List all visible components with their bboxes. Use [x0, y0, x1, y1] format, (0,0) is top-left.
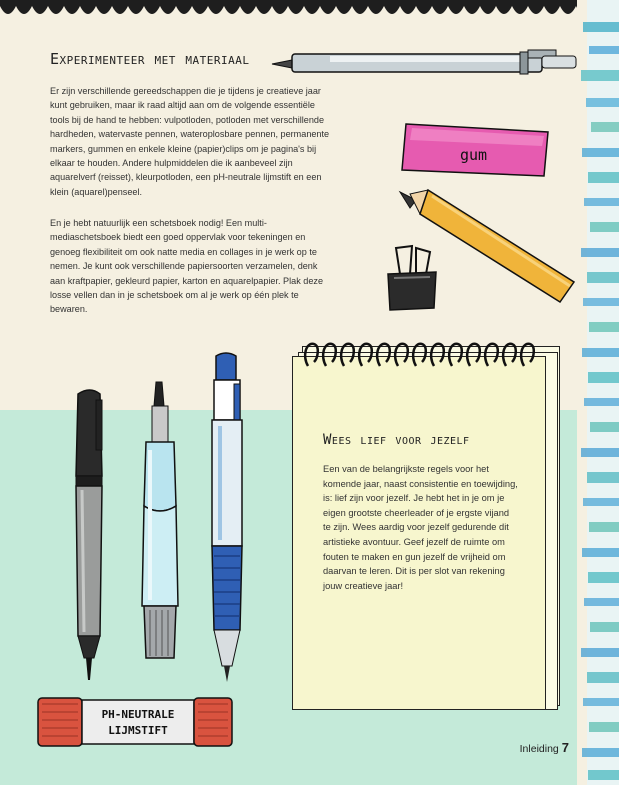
- intro-paragraph: Er zijn verschillende gereedschappen die je tijdens je creatieve jaar kunt gebruiken, maar ik raad altijd aan om de volgende essentiële tools bij de hand te hebben: vulpotloden, potloden met verschillende hardheden, watervaste pennen, wateroplosbare pennen, permanente markers, gummen en enkele kleine (papier)clips om je pagina's bij elkaar te houden. Andere hulpmiddelen die ik aanbeveel zijn aquarelverf (reisset), kleurpotloden, een pH-neutrale lijmstift en een klein (aquarel)penseel.: [50, 86, 330, 197]
- notepad-heading: Wees lief voor jezelf: [323, 432, 470, 448]
- marker-illustration: [64, 386, 114, 686]
- notepad-text: Een van de belangrijkste regels voor het komende jaar, naast consistentie en toewijding, is: lief zijn voor jezelf. Je hebt het in je om je eigen grootste cheerleader of je ergste vijand te zijn. Wees aardig voor jezelf gedurende dit artistieke avontuur. Geef jezelf de ruimte om fouten te maken en gun jezelf de vrijheid om daarvan te leren. Dit is per slot van rekening jouw creatieve jaar!: [323, 464, 518, 591]
- scalloped-border: [0, 0, 590, 26]
- page-footer: [520, 740, 569, 755]
- watercolor-stripes: [577, 0, 619, 785]
- section-heading: Experimenteer met materiaal: [50, 50, 250, 68]
- glue-stick-label-line2: LIJMSTIFT: [108, 724, 168, 737]
- sketchbook-paragraph: En je hebt natuurlijk een schetsboek nodig! Een multi-mediaschetsboek biedt een goed oppervlak voor tekeningen en genoeg flexibiliteit om ook natte media en collages in je werk op te nemen. Je kunt ook verschillende papiersoorten verzamelen, denk aan kraftpapier, gekleurd papier, karton en aquarelpapier. Plak deze losse vellen dan in je schetsboek om al je werk op één plek te bewaren.: [50, 218, 323, 315]
- footer-section: Inleiding: [519, 743, 559, 755]
- eraser-illustration: [398, 118, 558, 180]
- page-number: 7: [561, 740, 569, 755]
- glue-stick-label-line1: PH-NEUTRALE: [101, 708, 175, 721]
- mechanical-pencil-illustration: [270, 46, 580, 76]
- brush-pen-illustration: [132, 376, 188, 666]
- eraser-label: gum: [460, 146, 488, 164]
- notepad-spiral-rings: [300, 336, 550, 370]
- binder-clip-illustration: [382, 244, 442, 312]
- glue-stick-illustration: [36, 690, 236, 752]
- ballpoint-pen-illustration: [198, 350, 258, 690]
